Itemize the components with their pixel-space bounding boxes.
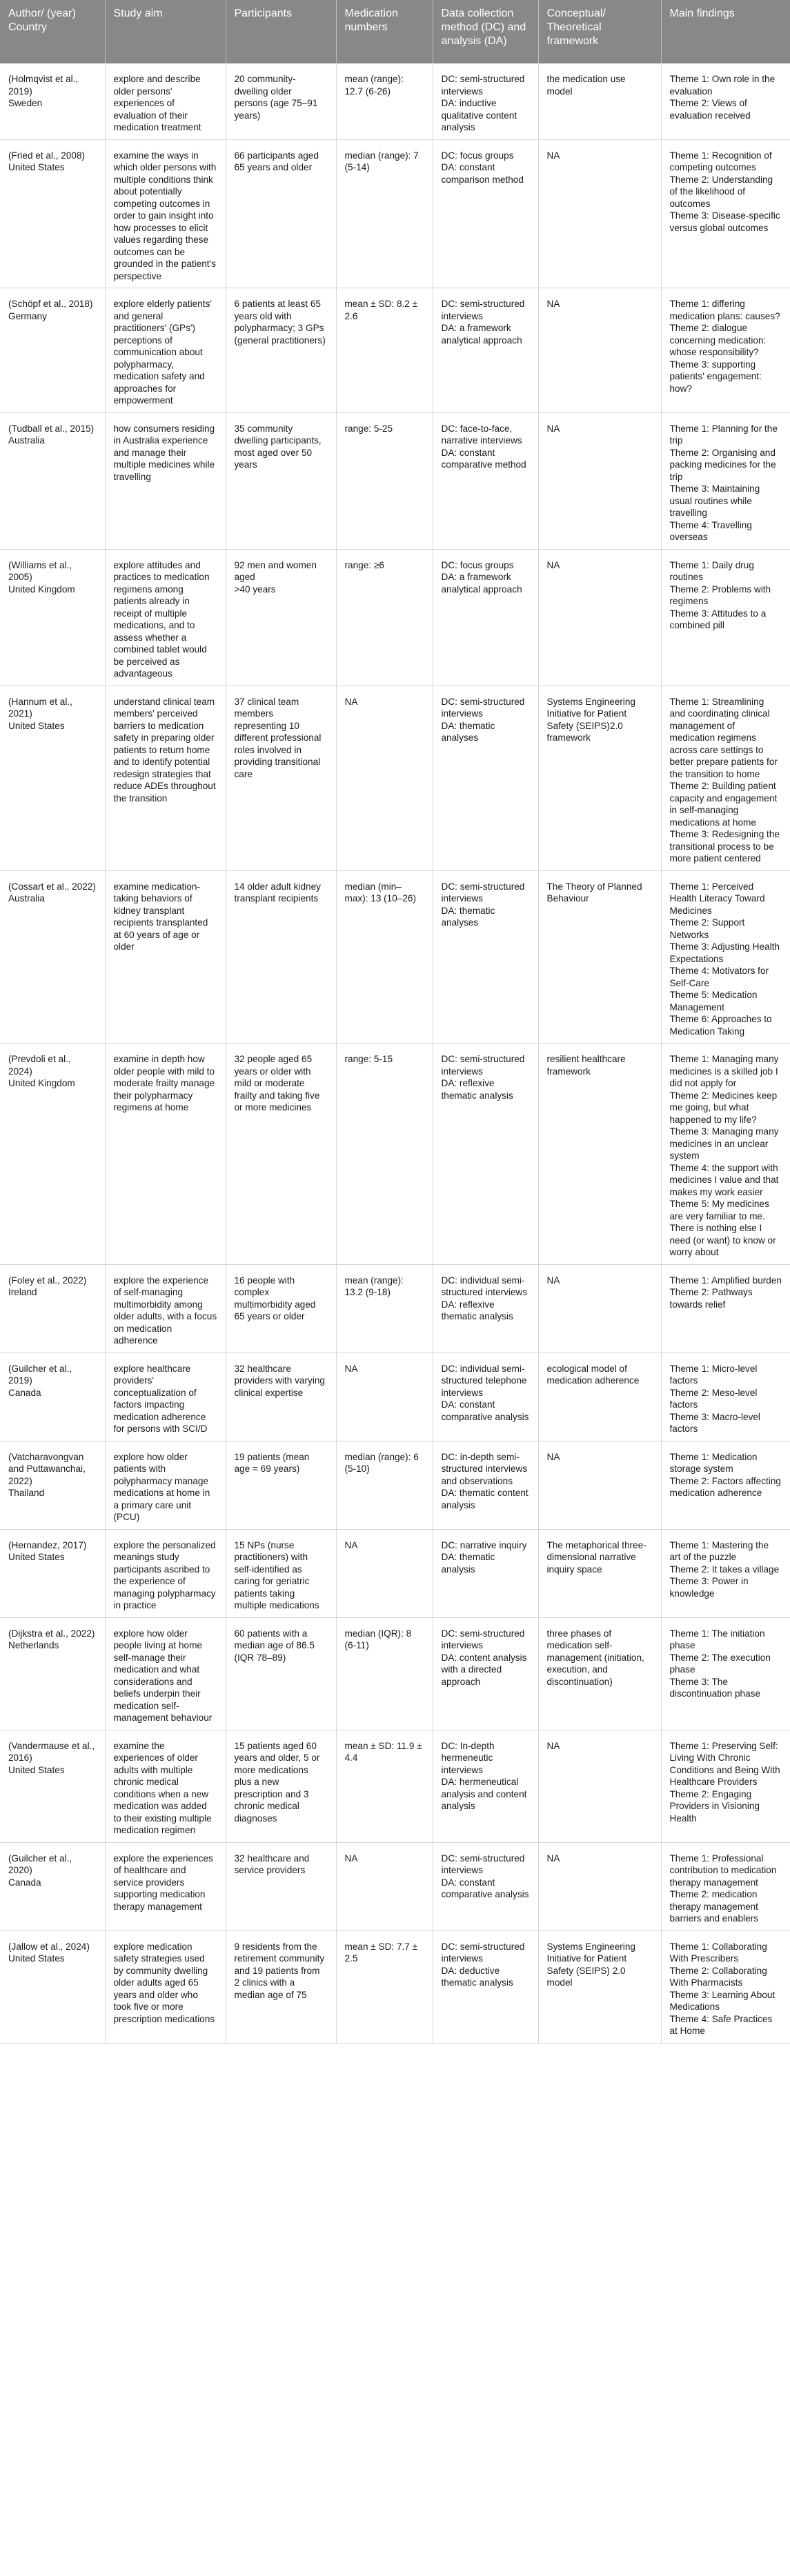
cell-participants: 66 participants aged 65 years and older <box>226 139 336 288</box>
cell-medication-numbers: median (IQR): 8 (6-11) <box>336 1617 433 1730</box>
cell-author-country: (Williams et al., 2005) United Kingdom <box>0 549 105 686</box>
header-framework: Conceptual/ Theoretical framework <box>538 0 661 63</box>
cell-framework: NA <box>538 139 661 288</box>
cell-main-findings: Theme 1: differing medication plans: causes? Theme 2: dialogue concerning medication: whose responsibility? Theme 3: supporting patients' engagement: how? <box>661 288 790 413</box>
header-author-country: Author/ (year) Country <box>0 0 105 63</box>
cell-main-findings: Theme 1: Professional contribution to medication therapy management Theme 2: medication therapy management barriers and enablers <box>661 1842 790 1930</box>
cell-participants: 19 patients (mean age = 69 years) <box>226 1441 336 1529</box>
cell-study-aim: explore and describe older persons' experiences of evaluation of their medication treatment <box>105 63 226 139</box>
cell-framework: The Theory of Planned Behaviour <box>538 870 661 1044</box>
cell-study-aim: explore elderly patients' and general practitioners' (GPs') perceptions of communication about polypharmacy, medication safety and approaches for empowerment <box>105 288 226 413</box>
table-row <box>0 63 790 139</box>
cell-author-country: (Dijkstra et al., 2022) Netherlands <box>0 1617 105 1730</box>
cell-participants: 32 people aged 65 years or older with mild or moderate frailty and taking five or more medicines <box>226 1044 336 1265</box>
cell-author-country: (Vandermause et al., 2016) United States <box>0 1730 105 1842</box>
cell-study-aim: explore the experiences of healthcare and service providers supporting medication therapy management <box>105 1842 226 1930</box>
cell-data-collection: DC: semi-structured interviews DA: deductive thematic analysis <box>433 1930 538 2043</box>
header-medication-numbers: Medication numbers <box>336 0 433 63</box>
cell-study-aim: understand clinical team members' perceived barriers to medication safety in preparing older patients to return home and to identify potential redesign strategies that reduce ADEs throughout the transition <box>105 686 226 870</box>
cell-data-collection: DC: semi-structured interviews DA: inductive qualitative content analysis <box>433 63 538 139</box>
cell-study-aim: examine in depth how older people with mild to moderate frailty manage their polypharmacy regimens at home <box>105 1044 226 1265</box>
table-row <box>0 288 790 413</box>
table-row <box>0 1044 790 1265</box>
cell-participants: 92 men and women aged >40 years <box>226 549 336 686</box>
cell-framework: ecological model of medication adherence <box>538 1352 661 1441</box>
cell-main-findings: Theme 1: Daily drug routines Theme 2: Problems with regimens Theme 3: Attitudes to a combined pill <box>661 549 790 686</box>
cell-study-aim: examine the experiences of older adults with multiple chronic medical conditions when a new medication was added to their existing multiple medication regimen <box>105 1730 226 1842</box>
cell-participants: 14 older adult kidney transplant recipients <box>226 870 336 1044</box>
cell-data-collection: DC: semi-structured interviews DA: reflexive thematic analysis <box>433 1044 538 1265</box>
cell-framework: NA <box>538 1441 661 1529</box>
cell-data-collection: DC: individual semi-structured telephone interviews DA: constant comparative analysis <box>433 1352 538 1441</box>
cell-framework: NA <box>538 1264 661 1352</box>
cell-study-aim: explore the personalized meanings study participants ascribed to the experience of managing polypharmacy in practice <box>105 1529 226 1617</box>
cell-medication-numbers: median (range): 7 (5-14) <box>336 139 433 288</box>
cell-participants: 15 patients aged 60 years and older, 5 or more medications plus a new prescription and 3 chronic medical diagnoses <box>226 1730 336 1842</box>
cell-author-country: (Schöpf et al., 2018) Germany <box>0 288 105 413</box>
table-row <box>0 686 790 870</box>
cell-participants: 35 community dwelling participants, most aged over 50 years <box>226 412 336 549</box>
cell-main-findings: Theme 1: Perceived Health Literacy Toward Medicines Theme 2: Support Networks Theme 3: Adjusting Health Expectations Theme 4: Motivators for Self-Care Theme 5: Medication Management Theme 6: Approaches to Medication Taking <box>661 870 790 1044</box>
cell-framework: NA <box>538 412 661 549</box>
header-study-aim: Study aim <box>105 0 226 63</box>
table-row <box>0 1730 790 1842</box>
cell-data-collection: DC: semi-structured interviews DA: constant comparative analysis <box>433 1842 538 1930</box>
cell-data-collection: DC: focus groups DA: constant comparison method <box>433 139 538 288</box>
cell-study-aim: explore the experience of self-managing multimorbidity among older adults, with a focus on medication adherence <box>105 1264 226 1352</box>
table-row <box>0 1352 790 1441</box>
cell-medication-numbers: median (min–max): 13 (10–26) <box>336 870 433 1044</box>
cell-medication-numbers: range: ≥6 <box>336 549 433 686</box>
header-data-collection: Data collection method (DC) and analysis (DA) <box>433 0 538 63</box>
cell-medication-numbers: mean ± SD: 7.7 ± 2.5 <box>336 1930 433 2043</box>
table-row <box>0 1441 790 1529</box>
header-participants: Participants <box>226 0 336 63</box>
cell-author-country: (Guilcher et al., 2020) Canada <box>0 1842 105 1930</box>
cell-data-collection: DC: in-depth semi-structured interviews and observations DA: thematic content analysis <box>433 1441 538 1529</box>
cell-framework: Systems Engineering Initiative for Patient Safety (SEIPS) 2.0 model <box>538 1930 661 2043</box>
table-row <box>0 1529 790 1617</box>
cell-author-country: (Holmqvist et al., 2019) Sweden <box>0 63 105 139</box>
header-main-findings: Main findings <box>661 0 790 63</box>
table-row <box>0 870 790 1044</box>
cell-main-findings: Theme 1: Collaborating With Prescribers Theme 2: Collaborating With Pharmacists Theme 3: Learning About Medications Theme 4: Safe Practices at Home <box>661 1930 790 2043</box>
cell-main-findings: Theme 1: Recognition of competing outcomes Theme 2: Understanding of the likelihood of outcomes Theme 3: Disease-specific versus global outcomes <box>661 139 790 288</box>
cell-author-country: (Foley et al., 2022) Ireland <box>0 1264 105 1352</box>
cell-medication-numbers: NA <box>336 1842 433 1930</box>
cell-author-country: (Hernandez, 2017) United States <box>0 1529 105 1617</box>
cell-author-country: (Hannum et al., 2021) United States <box>0 686 105 870</box>
cell-medication-numbers: NA <box>336 1529 433 1617</box>
cell-main-findings: Theme 1: Managing many medicines is a skilled job I did not apply for Theme 2: Medicines keep me going, but what happened to my life? Theme 3: Managing many medicines in an unclear system Theme 4: the support with medicines I value and that makes my work easier Theme 5: My medicines are very familiar to me. There is nothing else I need (or want) to know or worry about <box>661 1044 790 1265</box>
cell-medication-numbers: mean (range): 13.2 (9-18) <box>336 1264 433 1352</box>
cell-study-aim: explore how older patients with polypharmacy manage medications at home in a primary care unit (PCU) <box>105 1441 226 1529</box>
cell-main-findings: Theme 1: Micro-level factors Theme 2: Meso-level factors Theme 3: Macro-level factors <box>661 1352 790 1441</box>
cell-author-country: (Fried et al., 2008) United States <box>0 139 105 288</box>
table-row <box>0 139 790 288</box>
table-row <box>0 412 790 549</box>
cell-data-collection: DC: individual semi-structured interviews DA: reflexive thematic analysis <box>433 1264 538 1352</box>
cell-medication-numbers: NA <box>336 1352 433 1441</box>
cell-main-findings: Theme 1: Preserving Self: Living With Chronic Conditions and Being With Healthcare Providers Theme 2: Engaging Providers in Visioning Health <box>661 1730 790 1842</box>
cell-author-country: (Guilcher et al., 2019) Canada <box>0 1352 105 1441</box>
cell-data-collection: DC: narrative inquiry DA: thematic analysis <box>433 1529 538 1617</box>
cell-medication-numbers: range: 5-25 <box>336 412 433 549</box>
cell-study-aim: explore medication safety strategies used by community dwelling older adults aged 65 years and older who took five or more prescription medications <box>105 1930 226 2043</box>
cell-framework: three phases of medication self-management (initiation, execution, and discontinuation) <box>538 1617 661 1730</box>
cell-study-aim: examine medication-taking behaviors of kidney transplant recipients transplanted at 60 years of age or older <box>105 870 226 1044</box>
cell-author-country: (Cossart et al., 2022) Australia <box>0 870 105 1044</box>
table-row <box>0 1617 790 1730</box>
cell-participants: 15 NPs (nurse practitioners) with self-identified as caring for geriatric patients taking multiple medications <box>226 1529 336 1617</box>
cell-framework: NA <box>538 288 661 413</box>
cell-main-findings: Theme 1: The initiation phase Theme 2: The execution phase Theme 3: The discontinuation phase <box>661 1617 790 1730</box>
cell-medication-numbers: mean ± SD: 11.9 ± 4.4 <box>336 1730 433 1842</box>
cell-main-findings: Theme 1: Amplified burden Theme 2: Pathways towards relief <box>661 1264 790 1352</box>
cell-framework: the medication use model <box>538 63 661 139</box>
cell-data-collection: DC: semi-structured interviews DA: content analysis with a directed approach <box>433 1617 538 1730</box>
cell-medication-numbers: median (range): 6 (5-10) <box>336 1441 433 1529</box>
cell-data-collection: DC: semi-structured interviews DA: thematic analyses <box>433 686 538 870</box>
cell-participants: 37 clinical team members representing 10 different professional roles involved in providing transitional care <box>226 686 336 870</box>
cell-author-country: (Prevdoli et al., 2024) United Kingdom <box>0 1044 105 1265</box>
cell-main-findings: Theme 1: Medication storage system Theme 2: Factors affecting medication adherence <box>661 1441 790 1529</box>
cell-framework: NA <box>538 1730 661 1842</box>
cell-participants: 6 patients at least 65 years old with polypharmacy; 3 GPs (general practitioners) <box>226 288 336 413</box>
cell-framework: Systems Engineering Initiative for Patient Safety (SEIPS)2.0 framework <box>538 686 661 870</box>
cell-medication-numbers: mean ± SD: 8.2 ± 2.6 <box>336 288 433 413</box>
cell-medication-numbers: range: 5-15 <box>336 1044 433 1265</box>
cell-medication-numbers: mean (range): 12.7 (6-26) <box>336 63 433 139</box>
cell-main-findings: Theme 1: Streamlining and coordinating clinical management of medication regimens across care settings to better prepare patients for the transition to home Theme 2: Building patient capacity and engagement in self-managing medications at home Theme 3: Redesigning the transitional process to be more patient centered <box>661 686 790 870</box>
table-row <box>0 1842 790 1930</box>
cell-participants: 60 patients with a median age of 86.5 (IQR 78–89) <box>226 1617 336 1730</box>
cell-participants: 32 healthcare providers with varying clinical expertise <box>226 1352 336 1441</box>
cell-data-collection: DC: semi-structured interviews DA: thematic analyses <box>433 870 538 1044</box>
table-header <box>0 0 790 63</box>
cell-participants: 16 people with complex multimorbidity aged 65 years or older <box>226 1264 336 1352</box>
cell-author-country: (Jallow et al., 2024) United States <box>0 1930 105 2043</box>
cell-participants: 9 residents from the retirement community and 19 patients from 2 clinics with a median age of 75 <box>226 1930 336 2043</box>
cell-data-collection: DC: focus groups DA: a framework analytical approach <box>433 549 538 686</box>
cell-framework: The metaphorical three-dimensional narrative inquiry space <box>538 1529 661 1617</box>
cell-main-findings: Theme 1: Own role in the evaluation Theme 2: Views of evaluation received <box>661 63 790 139</box>
cell-framework: NA <box>538 549 661 686</box>
cell-study-aim: examine the ways in which older persons with multiple conditions think about potentially competing outcomes in order to gain insight into how processes to elicit values regarding these outcomes can be grounded in the patient's perspective <box>105 139 226 288</box>
cell-data-collection: DC: semi-structured interviews DA: a framework analytical approach <box>433 288 538 413</box>
cell-main-findings: Theme 1: Planning for the trip Theme 2: Organising and packing medicines for the trip Theme 3: Maintaining usual routines while travelling Theme 4: Travelling overseas <box>661 412 790 549</box>
cell-medication-numbers: NA <box>336 686 433 870</box>
cell-participants: 20 community-dwelling older persons (age 75–91 years) <box>226 63 336 139</box>
cell-author-country: (Tudball et al., 2015) Australia <box>0 412 105 549</box>
cell-framework: resilient healthcare framework <box>538 1044 661 1265</box>
cell-data-collection: DC: face-to-face, narrative interviews DA: constant comparative method <box>433 412 538 549</box>
cell-study-aim: explore how older people living at home self-manage their medication and what considerations and beliefs underpin their medication self-management behaviour <box>105 1617 226 1730</box>
table-row <box>0 1930 790 2043</box>
cell-author-country: (Vatcharavongvan and Puttawanchai, 2022) Thailand <box>0 1441 105 1529</box>
cell-participants: 32 healthcare and service providers <box>226 1842 336 1930</box>
table-row <box>0 549 790 686</box>
cell-data-collection: DC: In-depth hermeneutic interviews DA: hermeneutical analysis and content analysis <box>433 1730 538 1842</box>
header-row <box>0 0 790 63</box>
table-body <box>0 63 790 2043</box>
cell-main-findings: Theme 1: Mastering the art of the puzzle Theme 2: It takes a village Theme 3: Power in knowledge <box>661 1529 790 1617</box>
cell-study-aim: explore healthcare providers' conceptualization of factors impacting medication adherence for persons with SCI/D <box>105 1352 226 1441</box>
cell-study-aim: explore attitudes and practices to medication regimens among patients already in receipt of multiple medications, and to assess whether a combined tablet would be perceived as advantageous <box>105 549 226 686</box>
cell-framework: NA <box>538 1842 661 1930</box>
cell-study-aim: how consumers residing in Australia experience and manage their multiple medicines while travelling <box>105 412 226 549</box>
table-row <box>0 1264 790 1352</box>
